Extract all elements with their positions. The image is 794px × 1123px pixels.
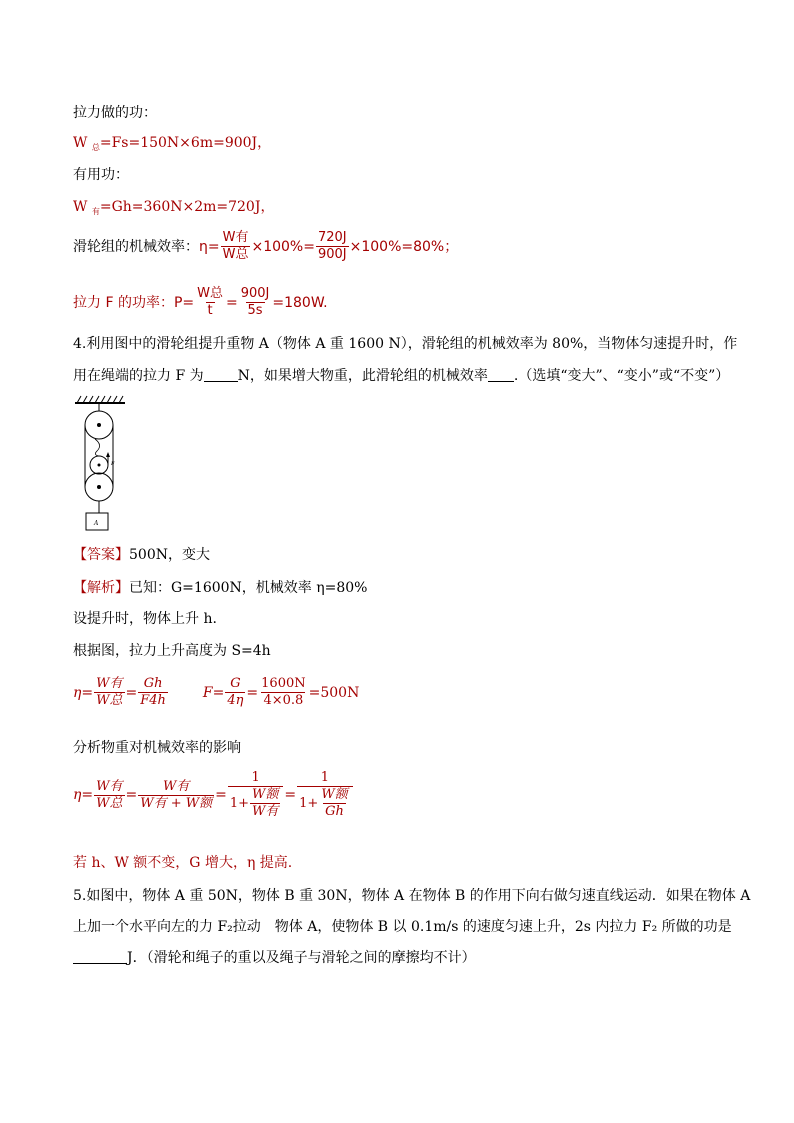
fraction-900-5: [239, 286, 272, 319]
numerator: 1600N: [261, 676, 306, 691]
numerator: Gh: [143, 676, 163, 691]
denominator: F4h: [140, 693, 166, 708]
equals: =: [284, 787, 297, 803]
fraction-w-sum: [138, 779, 214, 812]
numerator: 1: [320, 770, 330, 785]
force-result: =500N: [308, 684, 360, 701]
eta-symbol: η=: [73, 787, 94, 803]
fraction-1-over-1-plus-gh: [297, 770, 353, 820]
one-plus: 1+: [299, 795, 319, 811]
fraction-values: [316, 230, 349, 263]
setup-line: 设提升时，物体上升 h.: [73, 611, 217, 627]
analysis-tag: 【解析】: [73, 580, 129, 596]
eta-symbol: η=: [73, 684, 94, 701]
fraction-w-t: [195, 286, 225, 319]
fraction-1-over-1-plus: [228, 770, 284, 820]
denominator: W有: [252, 804, 279, 819]
efficiency-label: 滑轮组的机械效率：: [73, 238, 199, 255]
efficiency-result: ×100%=80%；: [349, 238, 459, 255]
efficiency-line: [73, 230, 458, 263]
numerator: 720J: [317, 230, 347, 245]
numerator: W有: [96, 778, 123, 794]
times-100: ×100%=: [251, 238, 315, 255]
numerator: W有: [162, 778, 190, 794]
numerator: G: [230, 676, 241, 691]
fraction-w: [94, 779, 124, 812]
denominator: W总: [96, 693, 123, 708]
answer-tag: 【答案】: [73, 547, 129, 563]
inner-fraction: [319, 787, 349, 820]
power-label: 拉力 F 的功率：P=: [73, 294, 195, 311]
total-work-value: =Fs=150N×6m=900J，: [99, 135, 272, 151]
numerator: W额: [252, 787, 279, 802]
q4-part-a: 用在绳端的拉力 F 为: [73, 368, 204, 384]
power-formula: [73, 286, 328, 319]
efficiency-formula: [199, 230, 458, 263]
numerator: W额: [321, 787, 348, 802]
equation-1: [73, 676, 359, 709]
denominator: 4η: [227, 693, 244, 708]
q4-part-c: .（选填“变大”、“变小”或“不变”）: [513, 368, 730, 384]
denominator: 4×0.8: [263, 693, 304, 708]
q4-part-b: N，如果增大物重，此滑轮组的机械效率: [237, 368, 488, 384]
answer-line: [73, 545, 210, 565]
denominator: W总: [222, 247, 249, 262]
q5-text-line2: 上加一个水平向左的力 F₂拉动 物体 A，使物体 B 以 0.1m/s 的速度匀速上升，2s 内拉力 F₂ 所做的功是: [73, 919, 732, 935]
total-work-line: [73, 133, 271, 158]
fraction-1600: [259, 676, 307, 709]
power-line: [73, 286, 328, 319]
subscript-total: 总: [91, 143, 100, 152]
f-symbol: F=: [202, 684, 225, 701]
equals: =: [125, 787, 138, 803]
figure-line: 根据图，拉力上升高度为 S=4h: [73, 643, 271, 659]
useful-work-line: [73, 197, 274, 222]
work-done-label: 拉力做的功：: [73, 105, 157, 121]
answer-blank-1: [204, 367, 238, 382]
answer-text: 500N，变大: [129, 547, 210, 563]
force-label-f: F: [111, 461, 115, 467]
equals: =: [246, 684, 259, 701]
q4-text-line1: 4.利用图中的滑轮组提升重物 A（物体 A 重 1600 N），滑轮组的机械效率为 80%，当物体匀速提升时，作: [73, 336, 738, 352]
q5-text-line1: 5.如图中，物体 A 重 50N，物体 B 重 30N，物体 A 在物体 B 的作用下向右做匀速直线运动．如果在物体 A: [73, 888, 751, 904]
denominator: W有 + W额: [140, 795, 213, 811]
numerator: W有: [96, 676, 123, 691]
useful-work-value: =Gh=360N×2m=720J，: [99, 199, 275, 215]
useful-work-label: 有用功：: [73, 167, 129, 183]
inner-fraction: [250, 787, 280, 820]
conclusion-line: 若 h、W 额不变，G 增大，η 提高.: [73, 855, 293, 871]
fraction-w-ratio: [221, 230, 251, 263]
analysis-given: 已知：G=1600N，机械效率 η=80%: [129, 580, 368, 596]
q5-text-line3: [73, 948, 476, 968]
fraction-g-4eta: [225, 676, 245, 709]
analyze-line: 分析物重对机械效率的影响: [73, 740, 241, 756]
weight-label-a: A: [94, 520, 99, 527]
equation-2: [73, 770, 354, 820]
eta-symbol: η=: [199, 238, 220, 255]
pulley-diagram: [73, 393, 137, 533]
numerator: 1: [251, 770, 260, 785]
denominator: [297, 786, 353, 820]
one-plus: 1+: [229, 795, 250, 811]
denominator: t: [207, 303, 213, 318]
w-symbol: W: [73, 135, 92, 151]
q5-part-b: J．（滑轮和绳子的重以及绳子与滑轮之间的摩擦均不计）: [127, 950, 476, 966]
subscript-useful: 有: [91, 207, 100, 216]
analysis-line: [73, 578, 367, 598]
numerator: 900J: [240, 286, 270, 301]
fraction-gh: [138, 676, 168, 709]
answer-blank-3: [73, 949, 127, 964]
power-result: =180W.: [272, 294, 328, 311]
w-symbol: W: [73, 199, 92, 215]
fraction-w: [94, 676, 124, 709]
equals: =: [226, 294, 238, 311]
q4-text-line2: [73, 366, 729, 386]
answer-blank-2: [488, 367, 514, 382]
denominator: Gh: [325, 804, 344, 819]
denominator: [228, 786, 284, 820]
numerator: W有: [222, 230, 249, 245]
equals: =: [125, 684, 138, 701]
denominator: W总: [96, 795, 123, 811]
denominator: 5s: [247, 303, 263, 318]
denominator: 900J: [317, 247, 347, 262]
equals: =: [215, 787, 227, 803]
numerator: W总: [197, 286, 223, 301]
